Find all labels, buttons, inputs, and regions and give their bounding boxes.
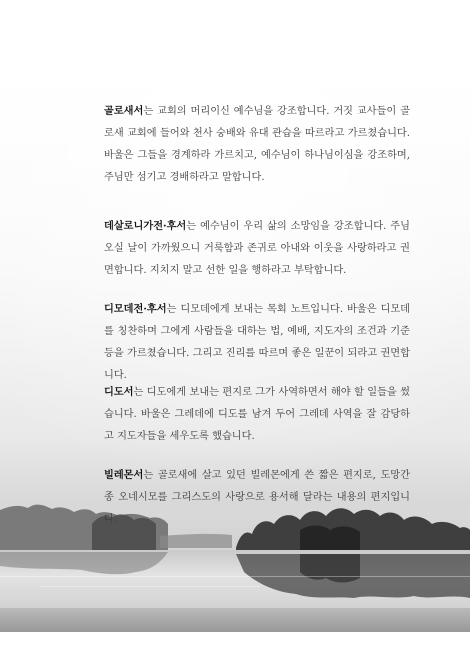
paragraph-titus: [104, 381, 410, 448]
paragraph-philemon: [104, 464, 410, 531]
paragraph-body: 는 교회의 머리이신 예수님을 강조합니다. 거짓 교사들이 골로새 교회에 들어와 천사 숭배와 유대 관습을 따르라고 가르쳤습니다. 바울은 그들을 경계하라 가르치고, 예수님이 하나님이심을 강조하며, 주님만 섬기고 경배하라고 말합니다.: [104, 106, 410, 183]
book-title-philemon: 빌레몬서: [104, 469, 144, 481]
paragraph-thessalonians: [104, 215, 410, 282]
book-title-titus: 디도서: [104, 386, 134, 398]
book-title-timothy: 디모데전·후서: [104, 303, 167, 315]
book-title-colossians: 골로새서: [104, 105, 144, 117]
paragraph-body: 는 예수님이 우리 삶의 소망임을 강조합니다. 주님 오실 날이 가까웠으니 거룩함과 존귀로 아내와 이웃을 사랑하라고 권면합니다. 지치지 말고 선한 일을 행하라고 부탁합니다.: [104, 221, 410, 276]
book-title-thessalonians: 데살로니가전·후서: [104, 220, 187, 232]
paragraph-body: 는 디모데에게 보내는 목회 노트입니다. 바울은 디모데를 칭찬하며 그에게 사람들을 대하는 법, 예배, 지도자의 조건과 기준 등을 가르쳤습니다. 그리고 진리를 따르며 좋은 일꾼이 되라고 권면합니다.: [104, 304, 410, 381]
paragraph-body: 는 골로새에 살고 있던 빌레몬에게 쓴 짧은 편지로, 도망간 종 오네시모를 그리스도의 사랑으로 용서해 달라는 내용의 편지입니다.: [104, 470, 410, 525]
paragraph-timothy: [104, 298, 410, 387]
paragraph-body: 는 디도에게 보내는 편지로 그가 사역하면서 해야 할 일들을 썼습니다. 바울은 그레데에 디도를 남겨 두어 그레데 사역을 잘 감당하고 지도자들을 세우도록 했습니다.: [104, 387, 410, 442]
paragraph-colossians: [104, 100, 410, 189]
